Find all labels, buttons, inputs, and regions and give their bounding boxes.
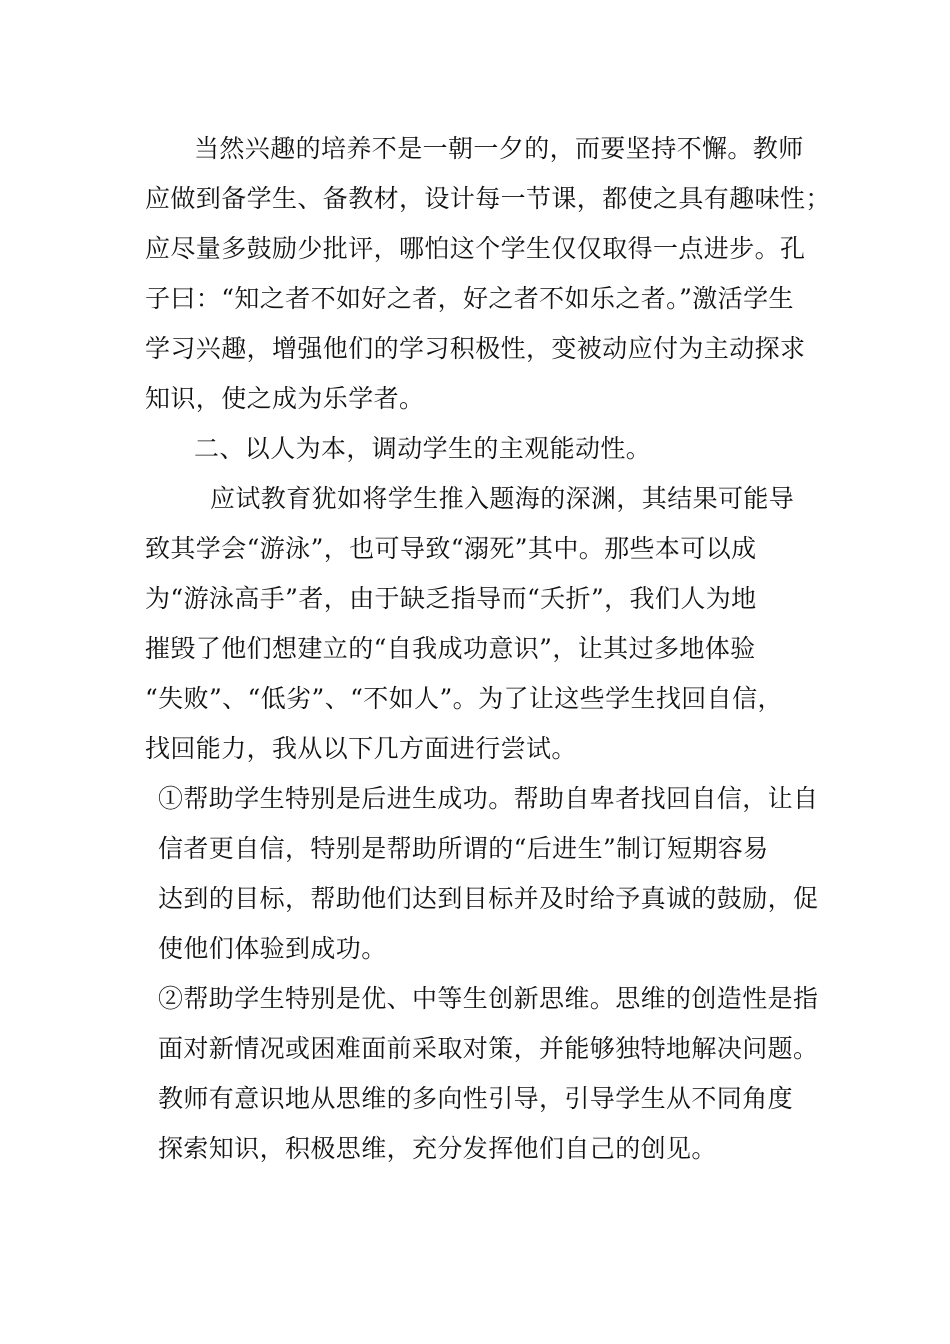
text-line: 摧毁了他们想建立的“自我成功意识”，让其过多地体验 (145, 634, 756, 663)
list-item-line: 达到的目标，帮助他们达到目标并及时给予真诚的鼓励，促 (158, 884, 819, 913)
list-item-line: 信者更自信，特别是帮助所谓的“后进生”制订短期容易 (158, 834, 769, 863)
text-line: 应试教育犹如将学生推入题海的深渊，其结果可能导 (210, 484, 795, 513)
text-line: 子曰：“知之者不如好之者，好之者不如乐之者。”激活学生 (145, 284, 794, 313)
text-line: 知识，使之成为乐学者。 (145, 384, 425, 413)
section-heading: 二、以人为本，调动学生的主观能动性。 (194, 434, 652, 463)
text-line: 学习兴趣，增强他们的学习积极性，变被动应付为主动探求 (145, 334, 806, 363)
list-item-line: 面对新情况或困难面前采取对策，并能够独特地解决问题。 (158, 1034, 819, 1063)
text-line: 应做到备学生、备教材，设计每一节课，都使之具有趣味性； (145, 184, 831, 213)
list-item-line: 探索知识，积极思维，充分发挥他们自己的创见。 (158, 1134, 717, 1163)
list-item-line: 使他们体验到成功。 (158, 934, 387, 963)
list-item-line: 教师有意识地从思维的多向性引导，引导学生从不同角度 (158, 1084, 794, 1113)
list-item-line: ①帮助学生特别是后进生成功。帮助自卑者找回自信，让自 (158, 784, 819, 813)
text-line: 致其学会“游泳”，也可导致“溺死”其中。那些本可以成 (145, 534, 757, 563)
text-line: “失败”、“低劣”、“不如人”。为了让这些学生找回自信， (145, 684, 783, 713)
text-line: 为“游泳高手”者，由于缺乏指导而“夭折”，我们人为地 (145, 584, 757, 613)
text-line: 找回能力，我从以下几方面进行尝试。 (145, 734, 577, 763)
text-line: 应尽量多鼓励少批评，哪怕这个学生仅仅取得一点进步。孔 (145, 234, 806, 263)
text-line: 当然兴趣的培养不是一朝一夕的，而要坚持不懈。教师 (194, 134, 804, 163)
list-item-line: ②帮助学生特别是优、中等生创新思维。思维的创造性是指 (158, 984, 819, 1013)
